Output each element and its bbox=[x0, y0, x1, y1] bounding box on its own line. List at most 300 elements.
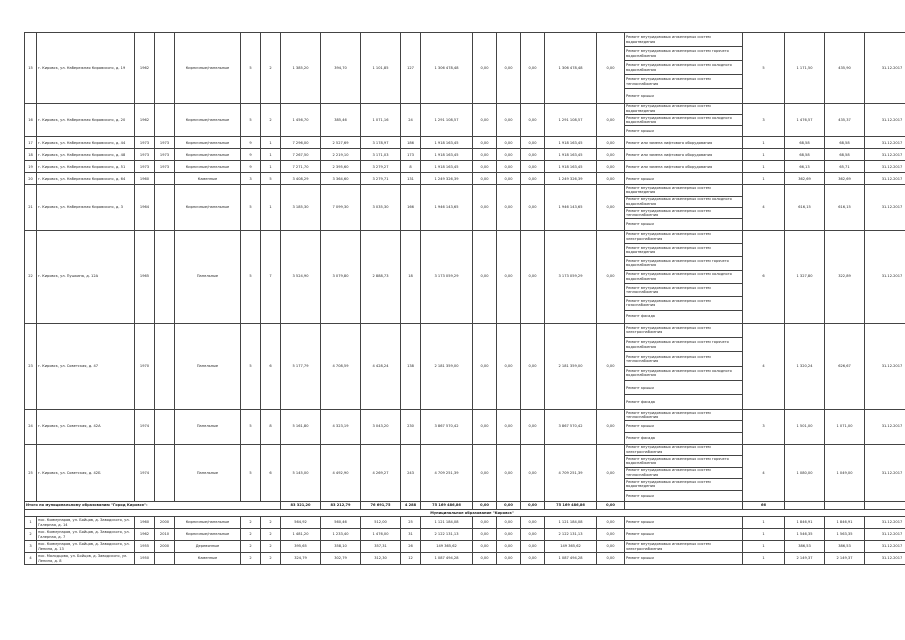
premises-area-cell: 394,70 bbox=[321, 33, 361, 104]
residential-area-cell: 3 178,97 bbox=[361, 137, 401, 149]
owners-cost-cell: 3 173 059,29 bbox=[545, 230, 597, 323]
floors-cell: 5 bbox=[241, 230, 261, 323]
unit-cost-cell: 1 171,50 bbox=[785, 33, 825, 104]
table-row bbox=[25, 409, 905, 444]
unit-cost-limit-cell: 362,69 bbox=[825, 173, 865, 185]
local-cost-cell: 0,00 bbox=[521, 444, 545, 502]
owners-cost-cell: 1 121 184,08 bbox=[545, 517, 597, 529]
works-list-cell bbox=[625, 33, 743, 104]
premises-area-cell: 560,46 bbox=[321, 517, 361, 529]
residential-area-cell: 4 428,24 bbox=[361, 323, 401, 409]
row-number: 24 bbox=[25, 409, 37, 444]
section-title: Муниципальное образование "Кировск" bbox=[25, 510, 905, 517]
regional-cost-cell: 0,00 bbox=[497, 149, 521, 161]
premises-area-cell: 302,79 bbox=[321, 553, 361, 565]
works-list-cell bbox=[625, 161, 743, 173]
work-item: Ремонт внутридомовых инженерных систем электроснабжения bbox=[626, 542, 711, 551]
unit-cost-limit-cell: 1 563,35 bbox=[825, 529, 865, 541]
entrances-cell: 1 bbox=[261, 185, 281, 230]
year-built-cell: 1950 bbox=[135, 553, 155, 565]
residents-cell: 8 bbox=[401, 161, 421, 173]
residents-cell: 31 bbox=[401, 529, 421, 541]
year-renovated-cell bbox=[155, 173, 175, 185]
entrances-cell: 6 bbox=[261, 444, 281, 502]
total-c5-cell: 0,00 bbox=[597, 502, 625, 510]
unit-cost-limit-cell: 65,71 bbox=[825, 161, 865, 173]
total-cost-cell: 3 173 059,29 bbox=[421, 230, 473, 323]
regional-cost-cell: 0,00 bbox=[497, 553, 521, 565]
total-cost-cell: 1 946 143,65 bbox=[421, 185, 473, 230]
owners-cost-cell: 1 918 163,45 bbox=[545, 137, 597, 149]
table-row bbox=[25, 553, 905, 565]
table-row bbox=[25, 161, 905, 173]
row-number: 4 bbox=[25, 553, 37, 565]
entrances-cell: 8 bbox=[261, 409, 281, 444]
residential-area-cell: 3 279,27 bbox=[361, 161, 401, 173]
year-renovated-cell: 1973 bbox=[155, 149, 175, 161]
residential-area-cell: 357,31 bbox=[361, 541, 401, 553]
residents-cell: 173 bbox=[401, 149, 421, 161]
works-count-cell: 3 bbox=[743, 103, 785, 137]
works-count-cell: 1 bbox=[743, 517, 785, 529]
local-cost-cell: 0,00 bbox=[521, 409, 545, 444]
row-number: 17 bbox=[25, 137, 37, 149]
total-a2-cell: 83 212,79 bbox=[321, 502, 361, 510]
residential-area-cell: 3 043,20 bbox=[361, 409, 401, 444]
fund-cost-cell: 0,00 bbox=[473, 553, 497, 565]
address-cell: г. Кировск, ул. Пушкина, д. 12А bbox=[37, 230, 135, 323]
works-list-cell bbox=[625, 173, 743, 185]
total-cost-cell: 1 306 478,48 bbox=[421, 33, 473, 104]
other-cost-cell: 0,00 bbox=[597, 409, 625, 444]
wall-material-cell: Кирпичные/панельные bbox=[175, 33, 241, 104]
work-item: Ремонт внутридомовых инженерных систем теплоснабжения bbox=[625, 284, 742, 297]
year-built-cell: 1974 bbox=[135, 409, 155, 444]
total-area-cell: 3 524,90 bbox=[281, 230, 321, 323]
unit-cost-cell: 1 080,00 bbox=[785, 444, 825, 502]
total-cost-cell: 4 709 251,39 bbox=[421, 444, 473, 502]
unit-cost-cell: 1 320,24 bbox=[785, 323, 825, 409]
work-item: Ремонт или замена лифтового оборудования bbox=[626, 164, 713, 169]
work-item: Ремонт крыши bbox=[626, 493, 654, 498]
unit-cost-limit-cell: 1 071,00 bbox=[825, 409, 865, 444]
residential-area-cell: 312,30 bbox=[361, 553, 401, 565]
table-body bbox=[25, 33, 905, 565]
local-cost-cell: 0,00 bbox=[521, 553, 545, 565]
fund-cost-cell: 0,00 bbox=[473, 33, 497, 104]
wall-material-cell: Кирпичные/панельные bbox=[175, 149, 241, 161]
residential-area-cell: 1 071,16 bbox=[361, 103, 401, 137]
unit-cost-cell: 68,58 bbox=[785, 137, 825, 149]
fund-cost-cell: 0,00 bbox=[473, 541, 497, 553]
work-item: Ремонт внутридомовых инженерных систем теплоснабжения bbox=[625, 352, 742, 366]
work-item: Ремонт внутридомовых инженерных систем водоотведения bbox=[625, 244, 742, 257]
owners-cost-cell: 1 306 478,48 bbox=[545, 33, 597, 104]
wall-material-cell: Кирпичные/панельные bbox=[175, 185, 241, 230]
total-area-cell: 324,79 bbox=[281, 553, 321, 565]
entrances-cell: 1 bbox=[261, 137, 281, 149]
address-cell: г. Кировск, ул. Набережная Кировского, д. 64 bbox=[37, 173, 135, 185]
table-row bbox=[25, 230, 905, 323]
year-renovated-cell bbox=[155, 444, 175, 502]
fund-cost-cell: 0,00 bbox=[473, 409, 497, 444]
local-cost-cell: 0,00 bbox=[521, 161, 545, 173]
local-cost-cell: 0,00 bbox=[521, 541, 545, 553]
work-item: Ремонт внутридомовых инженерных систем теплоснабжения bbox=[625, 410, 742, 422]
work-item: Ремонт внутридомовых инженерных систем теплоснабжения bbox=[625, 75, 742, 89]
year-built-cell: 1973 bbox=[135, 161, 155, 173]
residents-cell: 166 bbox=[401, 185, 421, 230]
unit-cost-limit-cell: 435,90 bbox=[825, 33, 865, 104]
local-cost-cell: 0,00 bbox=[521, 33, 545, 104]
work-item: Ремонт фасада bbox=[626, 399, 656, 404]
unit-cost-cell: 2 149,37 bbox=[785, 553, 825, 565]
floors-cell: 9 bbox=[241, 161, 261, 173]
local-cost-cell: 0,00 bbox=[521, 149, 545, 161]
work-item: Ремонт внутридомовых инженерных систем электроснабжения bbox=[625, 231, 742, 244]
regional-cost-cell: 0,00 bbox=[497, 33, 521, 104]
table-row bbox=[25, 173, 905, 185]
local-cost-cell: 0,00 bbox=[521, 173, 545, 185]
local-cost-cell: 0,00 bbox=[521, 529, 545, 541]
row-number: 19 bbox=[25, 161, 37, 173]
unit-cost-cell: 362,69 bbox=[785, 173, 825, 185]
floors-cell: 2 bbox=[241, 541, 261, 553]
unit-cost-cell: 616,15 bbox=[785, 185, 825, 230]
year-renovated-cell: 2000 bbox=[155, 541, 175, 553]
address-cell: пос. Коммунаров, ул. Бойцов, д. Заводского, ул. Ленина, д. 13 bbox=[37, 541, 135, 553]
wall-material-cell: Кирпичные/панельные bbox=[175, 517, 241, 529]
unit-cost-cell: 1 501,00 bbox=[785, 409, 825, 444]
other-cost-cell: 0,00 bbox=[597, 149, 625, 161]
work-item: Ремонт внутридомовых инженерных систем горячего водоснабжения bbox=[625, 257, 742, 270]
work-item: Ремонт внутридомовых инженерных систем электроснабжения bbox=[625, 445, 742, 457]
year-built-cell: 1973 bbox=[135, 137, 155, 149]
total-area-cell: 1 481,20 bbox=[281, 529, 321, 541]
table-row bbox=[25, 541, 905, 553]
regional-cost-cell: 0,00 bbox=[497, 541, 521, 553]
completion-date-cell: 31.12.2017 bbox=[865, 529, 905, 541]
total-cost-cell: 1 249 326,39 bbox=[421, 173, 473, 185]
residents-cell: 24 bbox=[401, 103, 421, 137]
floors-cell: 2 bbox=[241, 529, 261, 541]
works-list-cell bbox=[625, 553, 743, 565]
work-item: Ремонт крыши bbox=[625, 381, 742, 395]
completion-date-cell: 31.12.2017 bbox=[865, 541, 905, 553]
row-number: 2 bbox=[25, 529, 37, 541]
year-renovated-cell: 1973 bbox=[155, 161, 175, 173]
year-renovated-cell bbox=[155, 409, 175, 444]
premises-area-cell: 3 364,60 bbox=[321, 173, 361, 185]
other-cost-cell: 0,00 bbox=[597, 161, 625, 173]
total-area-cell: 395,65 bbox=[281, 541, 321, 553]
wall-material-cell: Деревянные bbox=[175, 541, 241, 553]
other-cost-cell: 0,00 bbox=[597, 529, 625, 541]
table-row bbox=[25, 185, 905, 230]
works-list-cell bbox=[625, 444, 743, 502]
work-item: Ремонт внутридомовых инженерных систем теплоснабжения bbox=[625, 208, 742, 219]
address-cell: г. Кировск, ул. Советская, д. 47 bbox=[37, 323, 135, 409]
works-count-cell: 1 bbox=[743, 161, 785, 173]
year-renovated-cell bbox=[155, 323, 175, 409]
address-cell: пос. Коммунаров, ул. Бойцов, д. Заводского, ул. Галерная, д. 7 bbox=[37, 529, 135, 541]
total-a1-cell: 83 321,20 bbox=[281, 502, 321, 510]
work-item: Ремонт или замена лифтового оборудования bbox=[626, 140, 713, 145]
works-list-cell bbox=[625, 529, 743, 541]
regional-cost-cell: 0,00 bbox=[497, 185, 521, 230]
total-area-cell: 3 185,30 bbox=[281, 185, 321, 230]
floors-cell: 9 bbox=[241, 137, 261, 149]
entrances-cell: 2 bbox=[261, 517, 281, 529]
premises-area-cell: 385,46 bbox=[321, 103, 361, 137]
year-built-cell: 1973 bbox=[135, 149, 155, 161]
work-item: Ремонт крыши bbox=[626, 520, 654, 525]
fund-cost-cell: 0,00 bbox=[473, 173, 497, 185]
floors-cell: 5 bbox=[241, 409, 261, 444]
row-number: 20 bbox=[25, 173, 37, 185]
work-item: Ремонт крыши bbox=[626, 176, 654, 181]
unit-cost-limit-cell: 435,37 bbox=[825, 103, 865, 137]
works-count-cell: 1 bbox=[743, 173, 785, 185]
work-item: Ремонт внутридомовых инженерных систем холодного водоснабжения bbox=[625, 61, 742, 75]
work-item: Ремонт крыши bbox=[625, 421, 742, 433]
work-item: Ремонт внутридомовых инженерных систем водоотведения bbox=[625, 185, 742, 196]
work-item: Ремонт или замена лифтового оборудования bbox=[626, 152, 713, 157]
work-item: Ремонт внутридомовых инженерных систем горячего водоснабжения bbox=[625, 338, 742, 352]
row-number: 22 bbox=[25, 230, 37, 323]
other-cost-cell: 0,00 bbox=[597, 517, 625, 529]
entrances-cell: 2 bbox=[261, 541, 281, 553]
residential-area-cell: 1 101,85 bbox=[361, 33, 401, 104]
floors-cell: 5 bbox=[241, 444, 261, 502]
completion-date-cell: 31.12.2017 bbox=[865, 173, 905, 185]
works-list-cell bbox=[625, 409, 743, 444]
total-cost-cell: 149 365,62 bbox=[421, 541, 473, 553]
total-area-cell: 5 177,79 bbox=[281, 323, 321, 409]
work-item: Ремонт фасада bbox=[626, 314, 656, 319]
year-built-cell: 1955 bbox=[135, 541, 155, 553]
regional-cost-cell: 0,00 bbox=[497, 529, 521, 541]
works-count-cell: 1 bbox=[743, 137, 785, 149]
total-cost-cell: 2 181 359,00 bbox=[421, 323, 473, 409]
unit-cost-cell: 66,13 bbox=[785, 161, 825, 173]
row-number: 3 bbox=[25, 541, 37, 553]
row-number: 23 bbox=[25, 323, 37, 409]
address-cell: г. Кировск, ул. Советская, д. 42А bbox=[37, 409, 135, 444]
wall-material-cell: Кирпичные/панельные bbox=[175, 161, 241, 173]
regional-cost-cell: 0,00 bbox=[497, 173, 521, 185]
owners-cost-cell: 2 181 359,00 bbox=[545, 323, 597, 409]
completion-date-cell: 31.12.2017 bbox=[865, 33, 905, 104]
work-item: Ремонт внутридомовых инженерных систем холодного водоснабжения bbox=[625, 115, 742, 126]
completion-date-cell: 31.12.2017 bbox=[865, 409, 905, 444]
unit-cost-limit-cell: 386,53 bbox=[825, 541, 865, 553]
floors-cell: 5 bbox=[241, 33, 261, 104]
address-cell: г. Кировск, ул. Советская, д. 42Б bbox=[37, 444, 135, 502]
wall-material-cell: Панельные bbox=[175, 230, 241, 323]
work-item: Ремонт внутридомовых инженерных систем холодного водоснабжения bbox=[625, 271, 742, 284]
fund-cost-cell: 0,00 bbox=[473, 103, 497, 137]
residents-cell: 186 bbox=[401, 137, 421, 149]
year-renovated-cell bbox=[155, 230, 175, 323]
local-cost-cell: 0,00 bbox=[521, 517, 545, 529]
year-built-cell: 1962 bbox=[135, 529, 155, 541]
premises-area-cell: 358,10 bbox=[321, 541, 361, 553]
owners-cost-cell: 1 249 326,39 bbox=[545, 173, 597, 185]
other-cost-cell: 0,00 bbox=[597, 553, 625, 565]
entrances-cell: 2 bbox=[261, 33, 281, 104]
section-header-row bbox=[25, 510, 905, 517]
total-area-cell: 7 271,70 bbox=[281, 161, 321, 173]
local-cost-cell: 0,00 bbox=[521, 137, 545, 149]
wall-material-cell: Кирпичные/панельные bbox=[175, 137, 241, 149]
table-row bbox=[25, 149, 905, 161]
entrances-cell: 2 bbox=[261, 103, 281, 137]
total-count-cell: 66 bbox=[743, 502, 785, 510]
unit-cost-limit-cell: 68,58 bbox=[825, 149, 865, 161]
work-item: Ремонт фасада bbox=[626, 436, 656, 441]
fund-cost-cell: 0,00 bbox=[473, 529, 497, 541]
year-built-cell: 1962 bbox=[135, 103, 155, 137]
address-cell: пос. Коммунаров, ул. Бойцов, д. Заводского, ул. Галерная, д. 14 bbox=[37, 517, 135, 529]
premises-area-cell: 4 492,90 bbox=[321, 444, 361, 502]
regional-cost-cell: 0,00 bbox=[497, 103, 521, 137]
owners-cost-cell: 1 291 108,57 bbox=[545, 103, 597, 137]
address-cell: г. Кировск, ул. Набережная Кировского, д. 51 bbox=[37, 161, 135, 173]
owners-cost-cell: 4 709 251,39 bbox=[545, 444, 597, 502]
works-count-cell: 1 bbox=[743, 149, 785, 161]
row-number: 25 bbox=[25, 444, 37, 502]
works-count-cell: 5 bbox=[743, 33, 785, 104]
year-renovated-cell bbox=[155, 103, 175, 137]
owners-cost-cell: 1 918 163,45 bbox=[545, 149, 597, 161]
completion-date-cell: 31.12.2017 bbox=[865, 444, 905, 502]
work-item: Ремонт внутридомовых инженерных систем электроснабжения bbox=[625, 324, 742, 338]
unit-cost-cell: 386,53 bbox=[785, 541, 825, 553]
residents-cell: 12 bbox=[401, 553, 421, 565]
works-list-cell bbox=[625, 541, 743, 553]
work-item: Ремонт крыши bbox=[626, 532, 654, 537]
premises-area-cell: 2 527,69 bbox=[321, 137, 361, 149]
other-cost-cell: 0,00 bbox=[597, 323, 625, 409]
total-cost-cell: 1 087 494,28 bbox=[421, 553, 473, 565]
address-cell: г. Кировск, ул. Набережная Кировского, д. 44 bbox=[37, 137, 135, 149]
work-item: Ремонт внутридомовых инженерных систем газоснабжения bbox=[625, 297, 742, 310]
total-area-cell: 1 456,70 bbox=[281, 103, 321, 137]
residents-cell: 127 bbox=[401, 33, 421, 104]
row-number: 1 bbox=[25, 517, 37, 529]
completion-date-cell: 31.12.2017 bbox=[865, 230, 905, 323]
floors-cell: 9 bbox=[241, 149, 261, 161]
year-renovated-cell: 2000 bbox=[155, 517, 175, 529]
wall-material-cell: Каменные bbox=[175, 173, 241, 185]
residential-area-cell: 3 035,30 bbox=[361, 185, 401, 230]
other-cost-cell: 0,00 bbox=[597, 137, 625, 149]
table-row bbox=[25, 323, 905, 409]
entrances-cell: 5 bbox=[261, 173, 281, 185]
residential-area-cell: 3 279,71 bbox=[361, 173, 401, 185]
entrances-cell: 2 bbox=[261, 529, 281, 541]
row-number: 18 bbox=[25, 149, 37, 161]
unit-cost-limit-cell: 2 149,37 bbox=[825, 553, 865, 565]
total-label: Итого по муниципальному образованию "Город Кировск": bbox=[25, 502, 281, 510]
total-res-cell: 4 288 bbox=[401, 502, 421, 510]
row-number: 21 bbox=[25, 185, 37, 230]
total-cost-cell: 3 867 570,42 bbox=[421, 409, 473, 444]
total-empty-cell bbox=[785, 502, 825, 510]
total-row bbox=[25, 502, 905, 510]
works-list-cell bbox=[625, 517, 743, 529]
work-item: Ремонт крыши bbox=[626, 556, 654, 561]
table-row bbox=[25, 517, 905, 529]
other-cost-cell: 0,00 bbox=[597, 173, 625, 185]
floors-cell: 5 bbox=[241, 103, 261, 137]
total-cost-cell: 2 122 131,13 bbox=[421, 529, 473, 541]
works-count-cell: 1 bbox=[743, 553, 785, 565]
regional-cost-cell: 0,00 bbox=[497, 323, 521, 409]
year-built-cell: 1960 bbox=[135, 517, 155, 529]
total-cost-cell: 1 121 184,08 bbox=[421, 517, 473, 529]
work-item: Ремонт внутридомовых инженерных систем горячего водоснабжения bbox=[625, 456, 742, 468]
works-count-cell: 3 bbox=[743, 409, 785, 444]
floors-cell: 2 bbox=[241, 517, 261, 529]
table-row bbox=[25, 103, 905, 137]
residents-cell: 138 bbox=[401, 323, 421, 409]
unit-cost-cell: 1 546,35 bbox=[785, 529, 825, 541]
entrances-cell: 2 bbox=[261, 553, 281, 565]
other-cost-cell: 0,00 bbox=[597, 185, 625, 230]
entrances-cell: 6 bbox=[261, 323, 281, 409]
owners-cost-cell: 1 087 494,28 bbox=[545, 553, 597, 565]
regional-cost-cell: 0,00 bbox=[497, 161, 521, 173]
unit-cost-cell: 1 846,91 bbox=[785, 517, 825, 529]
entrances-cell: 1 bbox=[261, 161, 281, 173]
residents-cell: 26 bbox=[401, 541, 421, 553]
address-cell: г. Кировск, ул. Набережная Кировского, д. 3 bbox=[37, 185, 135, 230]
works-list-cell bbox=[625, 323, 743, 409]
register-table-sheet bbox=[24, 32, 903, 565]
total-cost-cell: 1 291 108,57 bbox=[421, 103, 473, 137]
completion-date-cell: 31.12.2017 bbox=[865, 323, 905, 409]
works-count-cell: 1 bbox=[743, 529, 785, 541]
local-cost-cell: 0,00 bbox=[521, 323, 545, 409]
total-area-cell: 5 145,00 bbox=[281, 444, 321, 502]
wall-material-cell: Каменные bbox=[175, 553, 241, 565]
total-cost-cell: 1 918 163,45 bbox=[421, 137, 473, 149]
fund-cost-cell: 0,00 bbox=[473, 230, 497, 323]
owners-cost-cell: 3 867 570,42 bbox=[545, 409, 597, 444]
entrances-cell: 7 bbox=[261, 230, 281, 323]
owners-cost-cell: 1 946 143,65 bbox=[545, 185, 597, 230]
year-built-cell: 1964 bbox=[135, 185, 155, 230]
regional-cost-cell: 0,00 bbox=[497, 137, 521, 149]
premises-area-cell: 4 323,19 bbox=[321, 409, 361, 444]
completion-date-cell: 31.12.2017 bbox=[865, 185, 905, 230]
fund-cost-cell: 0,00 bbox=[473, 444, 497, 502]
table-row bbox=[25, 137, 905, 149]
local-cost-cell: 0,00 bbox=[521, 230, 545, 323]
premises-area-cell: 1 233,40 bbox=[321, 529, 361, 541]
unit-cost-cell: 1 327,80 bbox=[785, 230, 825, 323]
local-cost-cell: 0,00 bbox=[521, 185, 545, 230]
residents-cell: 131 bbox=[401, 173, 421, 185]
unit-cost-limit-cell: 68,58 bbox=[825, 137, 865, 149]
unit-cost-cell: 1 476,57 bbox=[785, 103, 825, 137]
fund-cost-cell: 0,00 bbox=[473, 161, 497, 173]
works-count-cell: 6 bbox=[743, 230, 785, 323]
year-renovated-cell bbox=[155, 185, 175, 230]
owners-cost-cell: 1 918 163,45 bbox=[545, 161, 597, 173]
